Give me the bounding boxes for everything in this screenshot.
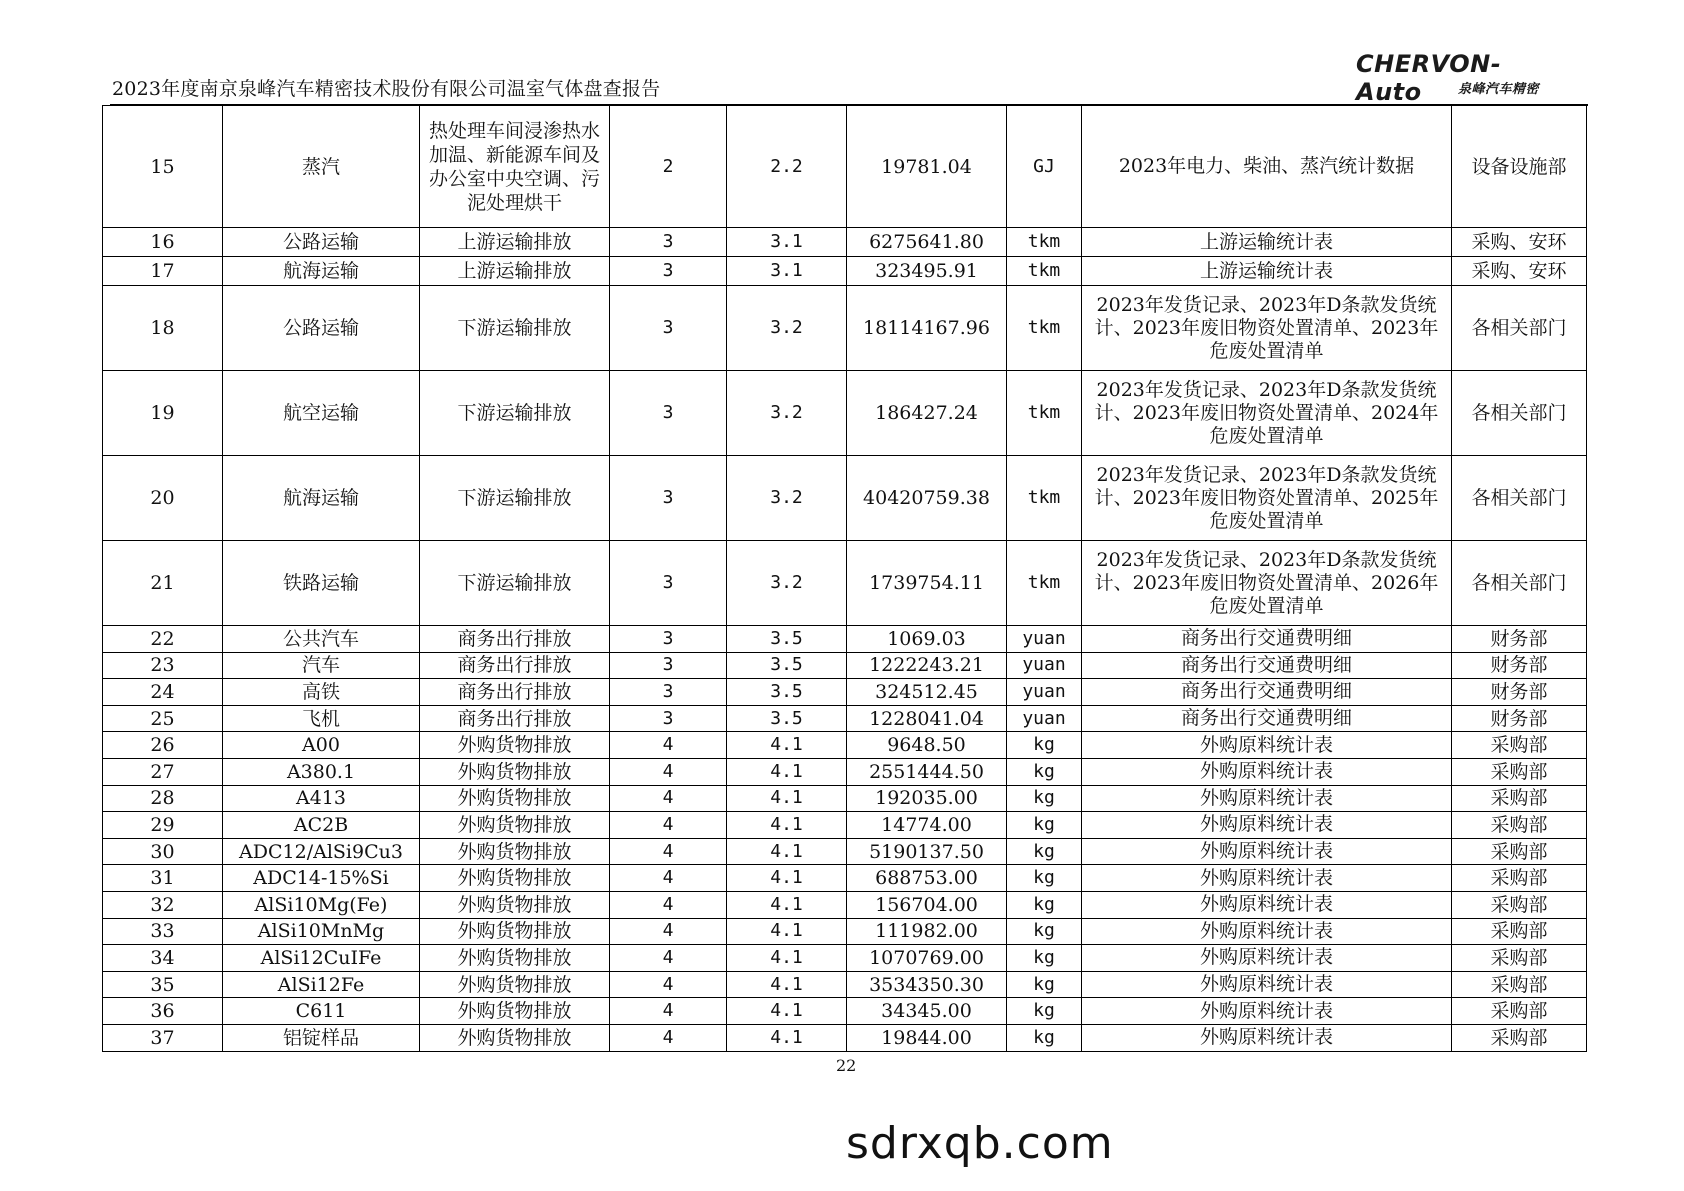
subcategory-cell: 3.1 bbox=[727, 228, 847, 257]
department-cell: 采购部 bbox=[1452, 732, 1587, 759]
unit-cell: yuan bbox=[1007, 626, 1082, 653]
data-source-cell: 商务出行交通费明细 bbox=[1082, 679, 1452, 706]
category-cell: 4 bbox=[610, 971, 727, 998]
category-cell: 3 bbox=[610, 371, 727, 456]
table-row bbox=[103, 838, 1587, 865]
data-source-cell: 外购原料统计表 bbox=[1082, 998, 1452, 1025]
subcategory-cell: 4.1 bbox=[727, 758, 847, 785]
facility-cell: 商务出行排放 bbox=[420, 679, 610, 706]
department-cell: 采购部 bbox=[1452, 918, 1587, 945]
facility-cell: 外购货物排放 bbox=[420, 785, 610, 812]
facility-cell: 商务出行排放 bbox=[420, 705, 610, 732]
row-number-cell: 24 bbox=[103, 679, 223, 706]
unit-cell: kg bbox=[1007, 758, 1082, 785]
facility-cell: 外购货物排放 bbox=[420, 838, 610, 865]
emission-source-cell: AlSi12Fe bbox=[223, 971, 420, 998]
unit-cell: yuan bbox=[1007, 652, 1082, 679]
facility-cell: 外购货物排放 bbox=[420, 945, 610, 972]
department-cell: 采购部 bbox=[1452, 998, 1587, 1025]
department-cell: 采购部 bbox=[1452, 1024, 1587, 1051]
subcategory-cell: 4.1 bbox=[727, 945, 847, 972]
unit-cell: tkm bbox=[1007, 456, 1082, 541]
unit-cell: tkm bbox=[1007, 286, 1082, 371]
emission-source-cell: AlSi10Mg(Fe) bbox=[223, 891, 420, 918]
activity-value-cell: 324512.45 bbox=[847, 679, 1007, 706]
emission-source-cell: 飞机 bbox=[223, 705, 420, 732]
department-cell: 财务部 bbox=[1452, 626, 1587, 653]
unit-cell: kg bbox=[1007, 732, 1082, 759]
row-number-cell: 36 bbox=[103, 998, 223, 1025]
unit-cell: kg bbox=[1007, 998, 1082, 1025]
row-number-cell: 25 bbox=[103, 705, 223, 732]
row-number-cell: 32 bbox=[103, 891, 223, 918]
unit-cell: kg bbox=[1007, 891, 1082, 918]
activity-value-cell: 3534350.30 bbox=[847, 971, 1007, 998]
subcategory-cell: 3.5 bbox=[727, 652, 847, 679]
activity-value-cell: 323495.91 bbox=[847, 257, 1007, 286]
category-cell: 3 bbox=[610, 626, 727, 653]
subcategory-cell: 3.2 bbox=[727, 371, 847, 456]
data-source-cell: 外购原料统计表 bbox=[1082, 812, 1452, 839]
category-cell: 4 bbox=[610, 918, 727, 945]
data-source-cell: 商务出行交通费明细 bbox=[1082, 652, 1452, 679]
activity-value-cell: 19844.00 bbox=[847, 1024, 1007, 1051]
table-row bbox=[103, 945, 1587, 972]
subcategory-cell: 3.5 bbox=[727, 705, 847, 732]
category-cell: 4 bbox=[610, 945, 727, 972]
category-cell: 3 bbox=[610, 286, 727, 371]
data-source-cell: 商务出行交通费明细 bbox=[1082, 626, 1452, 653]
facility-cell: 外购货物排放 bbox=[420, 812, 610, 839]
facility-cell: 上游运输排放 bbox=[420, 257, 610, 286]
table-row bbox=[103, 371, 1587, 456]
emission-source-cell: A00 bbox=[223, 732, 420, 759]
department-cell: 采购、安环 bbox=[1452, 228, 1587, 257]
emission-source-cell: 公路运输 bbox=[223, 286, 420, 371]
data-source-cell: 外购原料统计表 bbox=[1082, 785, 1452, 812]
subcategory-cell: 4.1 bbox=[727, 918, 847, 945]
category-cell: 4 bbox=[610, 838, 727, 865]
activity-value-cell: 1739754.11 bbox=[847, 541, 1007, 626]
subcategory-cell: 3.5 bbox=[727, 679, 847, 706]
activity-value-cell: 9648.50 bbox=[847, 732, 1007, 759]
category-cell: 4 bbox=[610, 785, 727, 812]
data-source-cell: 外购原料统计表 bbox=[1082, 891, 1452, 918]
department-cell: 各相关部门 bbox=[1452, 456, 1587, 541]
emission-source-cell: 航海运输 bbox=[223, 456, 420, 541]
activity-value-cell: 34345.00 bbox=[847, 998, 1007, 1025]
activity-value-cell: 1069.03 bbox=[847, 626, 1007, 653]
data-source-cell: 上游运输统计表 bbox=[1082, 228, 1452, 257]
department-cell: 采购部 bbox=[1452, 945, 1587, 972]
data-source-cell: 外购原料统计表 bbox=[1082, 732, 1452, 759]
unit-cell: kg bbox=[1007, 865, 1082, 892]
category-cell: 4 bbox=[610, 732, 727, 759]
table-row bbox=[103, 918, 1587, 945]
data-source-cell: 2023年发货记录、2023年D条款发货统计、2023年废旧物资处置清单、2026年危废处置清单 bbox=[1082, 541, 1452, 626]
table-row bbox=[103, 865, 1587, 892]
department-cell: 采购、安环 bbox=[1452, 257, 1587, 286]
category-cell: 3 bbox=[610, 679, 727, 706]
table-row bbox=[103, 785, 1587, 812]
data-source-cell: 2023年电力、柴油、蒸汽统计数据 bbox=[1082, 106, 1452, 228]
table-row bbox=[103, 652, 1587, 679]
subcategory-cell: 3.2 bbox=[727, 456, 847, 541]
category-cell: 3 bbox=[610, 456, 727, 541]
table-row bbox=[103, 106, 1587, 228]
department-cell: 采购部 bbox=[1452, 838, 1587, 865]
activity-value-cell: 156704.00 bbox=[847, 891, 1007, 918]
emission-source-cell: ADC12/AlSi9Cu3 bbox=[223, 838, 420, 865]
data-source-cell: 商务出行交通费明细 bbox=[1082, 705, 1452, 732]
table-body bbox=[103, 106, 1587, 1052]
data-source-cell: 2023年发货记录、2023年D条款发货统计、2023年废旧物资处置清单、2023年危废处置清单 bbox=[1082, 286, 1452, 371]
emission-source-cell: A380.1 bbox=[223, 758, 420, 785]
row-number-cell: 17 bbox=[103, 257, 223, 286]
unit-cell: yuan bbox=[1007, 679, 1082, 706]
facility-cell: 外购货物排放 bbox=[420, 971, 610, 998]
table-row bbox=[103, 257, 1587, 286]
row-number-cell: 22 bbox=[103, 626, 223, 653]
category-cell: 4 bbox=[610, 865, 727, 892]
emission-source-cell: AlSi10MnMg bbox=[223, 918, 420, 945]
department-cell: 财务部 bbox=[1452, 679, 1587, 706]
subcategory-cell: 4.1 bbox=[727, 1024, 847, 1051]
activity-value-cell: 19781.04 bbox=[847, 106, 1007, 228]
emission-source-cell: 汽车 bbox=[223, 652, 420, 679]
row-number-cell: 37 bbox=[103, 1024, 223, 1051]
activity-value-cell: 1222243.21 bbox=[847, 652, 1007, 679]
company-logo bbox=[1352, 50, 1552, 106]
facility-cell: 下游运输排放 bbox=[420, 541, 610, 626]
unit-cell: kg bbox=[1007, 1024, 1082, 1051]
table-row bbox=[103, 626, 1587, 653]
unit-cell: tkm bbox=[1007, 257, 1082, 286]
activity-value-cell: 688753.00 bbox=[847, 865, 1007, 892]
unit-cell: kg bbox=[1007, 945, 1082, 972]
logo-subtext: 泉峰汽车精密 bbox=[1458, 82, 1540, 97]
activity-value-cell: 2551444.50 bbox=[847, 758, 1007, 785]
emissions-table bbox=[102, 105, 1587, 1052]
category-cell: 3 bbox=[610, 228, 727, 257]
department-cell: 各相关部门 bbox=[1452, 541, 1587, 626]
row-number-cell: 35 bbox=[103, 971, 223, 998]
department-cell: 采购部 bbox=[1452, 812, 1587, 839]
category-cell: 3 bbox=[610, 541, 727, 626]
emission-source-cell: 蒸汽 bbox=[223, 106, 420, 228]
data-source-cell: 2023年发货记录、2023年D条款发货统计、2023年废旧物资处置清单、2025年危废处置清单 bbox=[1082, 456, 1452, 541]
data-source-cell: 外购原料统计表 bbox=[1082, 971, 1452, 998]
row-number-cell: 23 bbox=[103, 652, 223, 679]
table-row bbox=[103, 732, 1587, 759]
subcategory-cell: 4.1 bbox=[727, 785, 847, 812]
row-number-cell: 30 bbox=[103, 838, 223, 865]
row-number-cell: 27 bbox=[103, 758, 223, 785]
activity-value-cell: 111982.00 bbox=[847, 918, 1007, 945]
activity-value-cell: 18114167.96 bbox=[847, 286, 1007, 371]
emission-source-cell: 航空运输 bbox=[223, 371, 420, 456]
table-row bbox=[103, 998, 1587, 1025]
subcategory-cell: 4.1 bbox=[727, 891, 847, 918]
activity-value-cell: 5190137.50 bbox=[847, 838, 1007, 865]
row-number-cell: 20 bbox=[103, 456, 223, 541]
page-number: 22 bbox=[836, 1056, 857, 1075]
row-number-cell: 26 bbox=[103, 732, 223, 759]
category-cell: 3 bbox=[610, 705, 727, 732]
report-title: 2023年度南京泉峰汽车精密技术股份有限公司温室气体盘查报告 bbox=[112, 78, 661, 100]
data-source-cell: 外购原料统计表 bbox=[1082, 945, 1452, 972]
unit-cell: GJ bbox=[1007, 106, 1082, 228]
logo-text: CHERVON-Auto bbox=[1356, 50, 1502, 106]
facility-cell: 外购货物排放 bbox=[420, 732, 610, 759]
facility-cell: 下游运输排放 bbox=[420, 456, 610, 541]
activity-value-cell: 14774.00 bbox=[847, 812, 1007, 839]
row-number-cell: 16 bbox=[103, 228, 223, 257]
facility-cell: 下游运输排放 bbox=[420, 371, 610, 456]
category-cell: 4 bbox=[610, 1024, 727, 1051]
row-number-cell: 29 bbox=[103, 812, 223, 839]
activity-value-cell: 40420759.38 bbox=[847, 456, 1007, 541]
unit-cell: kg bbox=[1007, 812, 1082, 839]
row-number-cell: 19 bbox=[103, 371, 223, 456]
data-source-cell: 外购原料统计表 bbox=[1082, 758, 1452, 785]
category-cell: 3 bbox=[610, 652, 727, 679]
emission-source-cell: 航海运输 bbox=[223, 257, 420, 286]
watermark-text: sdrxqb.com bbox=[846, 1118, 1114, 1169]
category-cell: 2 bbox=[610, 106, 727, 228]
table-row bbox=[103, 705, 1587, 732]
table-row bbox=[103, 541, 1587, 626]
facility-cell: 热处理车间浸渗热水加温、新能源车间及办公室中央空调、污泥处理烘干 bbox=[420, 106, 610, 228]
department-cell: 财务部 bbox=[1452, 652, 1587, 679]
emission-source-cell: 铁路运输 bbox=[223, 541, 420, 626]
facility-cell: 上游运输排放 bbox=[420, 228, 610, 257]
emission-source-cell: C611 bbox=[223, 998, 420, 1025]
emission-source-cell: A413 bbox=[223, 785, 420, 812]
data-source-cell: 外购原料统计表 bbox=[1082, 1024, 1452, 1051]
department-cell: 各相关部门 bbox=[1452, 371, 1587, 456]
data-source-cell: 2023年发货记录、2023年D条款发货统计、2023年废旧物资处置清单、2024年危废处置清单 bbox=[1082, 371, 1452, 456]
department-cell: 采购部 bbox=[1452, 891, 1587, 918]
subcategory-cell: 3.1 bbox=[727, 257, 847, 286]
facility-cell: 外购货物排放 bbox=[420, 918, 610, 945]
emission-source-cell: AlSi12CuIFe bbox=[223, 945, 420, 972]
table-row bbox=[103, 812, 1587, 839]
subcategory-cell: 3.2 bbox=[727, 286, 847, 371]
unit-cell: tkm bbox=[1007, 371, 1082, 456]
row-number-cell: 18 bbox=[103, 286, 223, 371]
emission-source-cell: AC2B bbox=[223, 812, 420, 839]
department-cell: 财务部 bbox=[1452, 705, 1587, 732]
facility-cell: 商务出行排放 bbox=[420, 652, 610, 679]
table-row bbox=[103, 228, 1587, 257]
table-row bbox=[103, 1024, 1587, 1051]
row-number-cell: 28 bbox=[103, 785, 223, 812]
unit-cell: yuan bbox=[1007, 705, 1082, 732]
category-cell: 4 bbox=[610, 998, 727, 1025]
emission-source-cell: 公共汽车 bbox=[223, 626, 420, 653]
subcategory-cell: 4.1 bbox=[727, 865, 847, 892]
data-source-cell: 外购原料统计表 bbox=[1082, 838, 1452, 865]
row-number-cell: 34 bbox=[103, 945, 223, 972]
data-source-cell: 外购原料统计表 bbox=[1082, 865, 1452, 892]
facility-cell: 外购货物排放 bbox=[420, 998, 610, 1025]
category-cell: 4 bbox=[610, 812, 727, 839]
table-row bbox=[103, 286, 1587, 371]
emission-source-cell: 高铁 bbox=[223, 679, 420, 706]
row-number-cell: 21 bbox=[103, 541, 223, 626]
department-cell: 采购部 bbox=[1452, 971, 1587, 998]
emission-source-cell: ADC14-15%Si bbox=[223, 865, 420, 892]
subcategory-cell: 2.2 bbox=[727, 106, 847, 228]
facility-cell: 外购货物排放 bbox=[420, 758, 610, 785]
subcategory-cell: 3.5 bbox=[727, 626, 847, 653]
department-cell: 采购部 bbox=[1452, 785, 1587, 812]
activity-value-cell: 1228041.04 bbox=[847, 705, 1007, 732]
subcategory-cell: 4.1 bbox=[727, 838, 847, 865]
unit-cell: kg bbox=[1007, 785, 1082, 812]
department-cell: 采购部 bbox=[1452, 865, 1587, 892]
subcategory-cell: 4.1 bbox=[727, 812, 847, 839]
table-row bbox=[103, 891, 1587, 918]
facility-cell: 商务出行排放 bbox=[420, 626, 610, 653]
table-row bbox=[103, 971, 1587, 998]
emission-source-cell: 铝锭样品 bbox=[223, 1024, 420, 1051]
activity-value-cell: 186427.24 bbox=[847, 371, 1007, 456]
department-cell: 设备设施部 bbox=[1452, 106, 1587, 228]
category-cell: 3 bbox=[610, 257, 727, 286]
data-source-cell: 外购原料统计表 bbox=[1082, 918, 1452, 945]
activity-value-cell: 1070769.00 bbox=[847, 945, 1007, 972]
category-cell: 4 bbox=[610, 758, 727, 785]
subcategory-cell: 4.1 bbox=[727, 998, 847, 1025]
unit-cell: tkm bbox=[1007, 541, 1082, 626]
facility-cell: 外购货物排放 bbox=[420, 865, 610, 892]
facility-cell: 外购货物排放 bbox=[420, 1024, 610, 1051]
subcategory-cell: 3.2 bbox=[727, 541, 847, 626]
facility-cell: 下游运输排放 bbox=[420, 286, 610, 371]
unit-cell: kg bbox=[1007, 838, 1082, 865]
table-row bbox=[103, 679, 1587, 706]
emission-source-cell: 公路运输 bbox=[223, 228, 420, 257]
table-row bbox=[103, 456, 1587, 541]
table-row bbox=[103, 758, 1587, 785]
activity-value-cell: 6275641.80 bbox=[847, 228, 1007, 257]
subcategory-cell: 4.1 bbox=[727, 732, 847, 759]
row-number-cell: 31 bbox=[103, 865, 223, 892]
activity-value-cell: 192035.00 bbox=[847, 785, 1007, 812]
category-cell: 4 bbox=[610, 891, 727, 918]
subcategory-cell: 4.1 bbox=[727, 971, 847, 998]
facility-cell: 外购货物排放 bbox=[420, 891, 610, 918]
unit-cell: tkm bbox=[1007, 228, 1082, 257]
row-number-cell: 33 bbox=[103, 918, 223, 945]
row-number-cell: 15 bbox=[103, 106, 223, 228]
unit-cell: kg bbox=[1007, 971, 1082, 998]
data-source-cell: 上游运输统计表 bbox=[1082, 257, 1452, 286]
unit-cell: kg bbox=[1007, 918, 1082, 945]
department-cell: 各相关部门 bbox=[1452, 286, 1587, 371]
department-cell: 采购部 bbox=[1452, 758, 1587, 785]
